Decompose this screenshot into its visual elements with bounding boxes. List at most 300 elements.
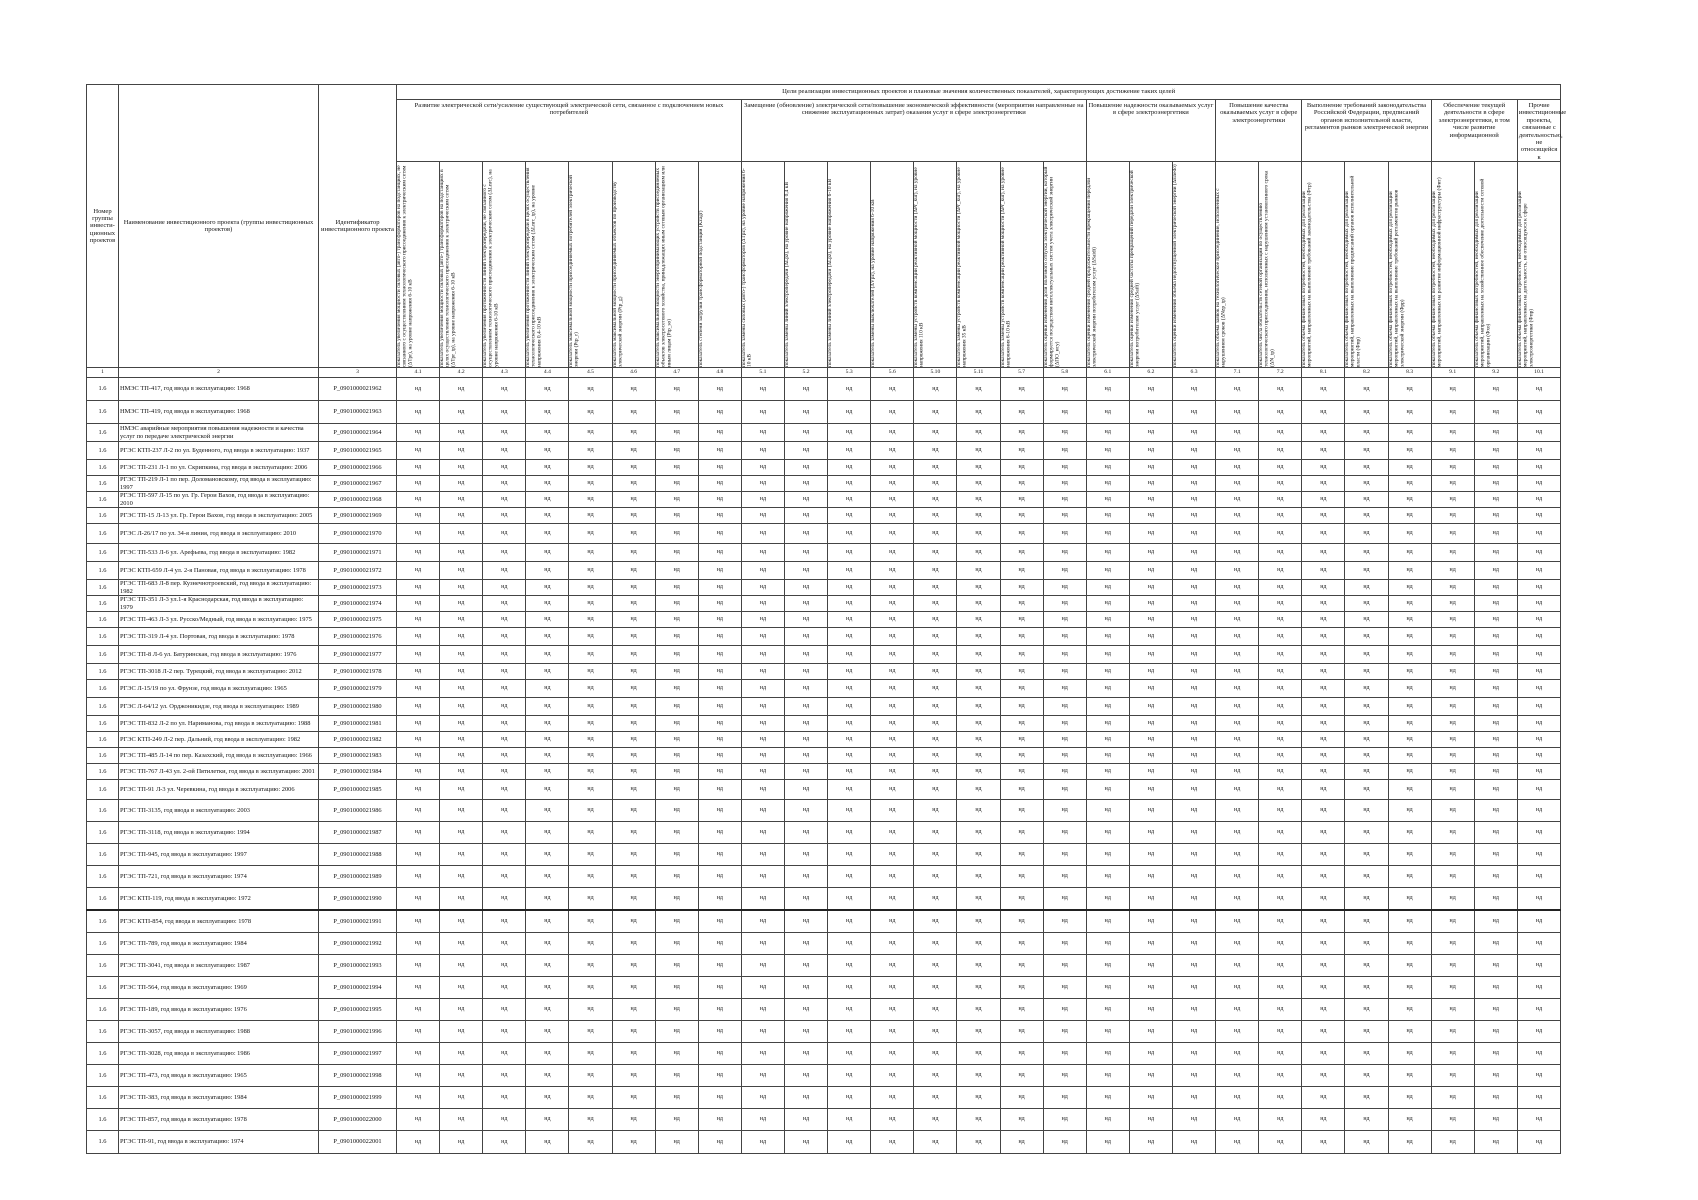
value-cell: нд xyxy=(655,424,698,442)
value-cell: нд xyxy=(784,910,827,933)
value-cell: нд xyxy=(871,1087,914,1109)
value-cell: нд xyxy=(1043,780,1086,800)
value-cell: нд xyxy=(914,596,957,612)
column-number: 5.8 xyxy=(1043,368,1086,378)
value-cell: нд xyxy=(741,1065,784,1087)
value-cell: нд xyxy=(1517,822,1560,844)
value-cell: нд xyxy=(1259,1087,1302,1109)
value-cell: нд xyxy=(440,442,483,460)
value-cell: нд xyxy=(1216,562,1259,580)
value-cell: нд xyxy=(1517,476,1560,492)
value-cell: нд xyxy=(397,977,440,999)
value-cell: нд xyxy=(698,1131,741,1154)
value-cell: нд xyxy=(1129,764,1172,780)
value-cell: нд xyxy=(1172,999,1215,1021)
table-row xyxy=(87,716,1561,732)
value-cell: нд xyxy=(1172,476,1215,492)
value-cell: нд xyxy=(1302,544,1345,562)
value-cell: нд xyxy=(440,933,483,955)
value-cell: нд xyxy=(1172,492,1215,508)
indicator-header xyxy=(1345,162,1388,368)
value-cell: нд xyxy=(1259,680,1302,698)
value-cell: нд xyxy=(483,424,526,442)
project-name-cell: НМЭС аварийные мероприятия повышения надежности и качества услуг по передаче электрической энергии xyxy=(119,424,319,442)
value-cell: нд xyxy=(1043,596,1086,612)
column-number: 5.1 xyxy=(741,368,784,378)
value-cell: нд xyxy=(526,698,569,716)
value-cell: нд xyxy=(741,1021,784,1043)
value-cell: нд xyxy=(1474,460,1517,476)
value-cell: нд xyxy=(1517,628,1560,646)
value-cell: нд xyxy=(784,442,827,460)
value-cell: нд xyxy=(526,716,569,732)
category-header: Обеспечение текущей деятельности в сфере электроэнергетики, в том числе развитие информационной xyxy=(1431,100,1517,162)
value-cell: нд xyxy=(569,460,612,476)
value-cell: нд xyxy=(914,1043,957,1065)
value-cell: нд xyxy=(957,646,1000,664)
value-cell: нд xyxy=(914,646,957,664)
group-number-cell: 1.6 xyxy=(87,780,119,800)
column-number: 4.6 xyxy=(612,368,655,378)
value-cell: нд xyxy=(784,1043,827,1065)
value-cell: нд xyxy=(1000,977,1043,999)
value-cell: нд xyxy=(1043,628,1086,646)
value-cell: нд xyxy=(957,955,1000,977)
value-cell: нд xyxy=(440,1087,483,1109)
value-cell: нд xyxy=(526,544,569,562)
project-name-cell: РГЭС ТП-319 Л-4 ул. Портовая, год ввода в эксплуатацию: 1978 xyxy=(119,628,319,646)
value-cell: нд xyxy=(1129,933,1172,955)
value-cell: нд xyxy=(1043,524,1086,544)
project-name-cell: РГЭС ТП-683 Л-8 пер. Кузнечнотроевский, год ввода в эксплуатацию: 1982 xyxy=(119,580,319,596)
value-cell: нд xyxy=(440,977,483,999)
value-cell: нд xyxy=(1000,562,1043,580)
indicator-header-text: показатель замены устройств компенсации реактивной мощности (ΔPr_kur), на уровне напряжения 6-10 кВ xyxy=(999,167,1012,367)
column-number: 8.2 xyxy=(1345,368,1388,378)
value-cell: нд xyxy=(1086,1043,1129,1065)
value-cell: нд xyxy=(1000,646,1043,664)
value-cell: нд xyxy=(483,748,526,764)
value-cell: нд xyxy=(1345,476,1388,492)
value-cell: нд xyxy=(1086,910,1129,933)
value-cell: нд xyxy=(397,628,440,646)
value-cell: нд xyxy=(440,524,483,544)
value-cell: нд xyxy=(1474,748,1517,764)
value-cell: нд xyxy=(871,646,914,664)
value-cell: нд xyxy=(1302,844,1345,866)
value-cell: нд xyxy=(1216,1043,1259,1065)
value-cell: нд xyxy=(1129,977,1172,999)
value-cell: нд xyxy=(828,1021,871,1043)
indicator-header-text: показатель числа обязательств сетевой организации по осуществлению технологического присоединения, исполненных с нарушением установленного срока (ΔN_tp) xyxy=(1258,170,1276,367)
value-cell: нд xyxy=(1129,780,1172,800)
value-cell: нд xyxy=(784,378,827,401)
value-cell: нд xyxy=(1216,424,1259,442)
value-cell: нд xyxy=(612,764,655,780)
value-cell: нд xyxy=(784,1131,827,1154)
value-cell: нд xyxy=(569,378,612,401)
value-cell: нд xyxy=(957,524,1000,544)
value-cell: нд xyxy=(1431,977,1474,999)
value-cell: нд xyxy=(957,596,1000,612)
group-number-cell: 1.6 xyxy=(87,628,119,646)
column-number: 4.2 xyxy=(440,368,483,378)
value-cell: нд xyxy=(526,800,569,822)
value-cell: нд xyxy=(698,822,741,844)
value-cell: нд xyxy=(1129,822,1172,844)
project-id-cell: P_0901000021972 xyxy=(319,562,397,580)
value-cell: нд xyxy=(871,764,914,780)
group-number-cell: 1.6 xyxy=(87,822,119,844)
value-cell: нд xyxy=(828,888,871,911)
col-header-project-id: Идентификатор инвестиционного проекта xyxy=(319,85,397,368)
value-cell: нд xyxy=(914,628,957,646)
value-cell: нд xyxy=(1345,844,1388,866)
value-cell: нд xyxy=(1345,910,1388,933)
value-cell: нд xyxy=(440,612,483,628)
value-cell: нд xyxy=(957,844,1000,866)
column-number: 5.10 xyxy=(914,368,957,378)
value-cell: нд xyxy=(655,460,698,476)
value-cell: нд xyxy=(526,1021,569,1043)
value-cell: нд xyxy=(741,955,784,977)
value-cell: нд xyxy=(1086,508,1129,524)
value-cell: нд xyxy=(828,844,871,866)
value-cell: нд xyxy=(828,680,871,698)
value-cell: нд xyxy=(1302,1021,1345,1043)
value-cell: нд xyxy=(397,955,440,977)
value-cell: нд xyxy=(569,596,612,612)
value-cell: нд xyxy=(1216,800,1259,822)
value-cell: нд xyxy=(655,866,698,888)
indicator-header xyxy=(871,162,914,368)
value-cell: нд xyxy=(483,1043,526,1065)
project-name-cell: РГЭС ТП-219 Л-1 по пер. Доломановскому, год ввода в эксплуатацию: 1997 xyxy=(119,476,319,492)
value-cell: нд xyxy=(871,999,914,1021)
value-cell: нд xyxy=(957,999,1000,1021)
group-number-cell: 1.6 xyxy=(87,844,119,866)
value-cell: нд xyxy=(397,910,440,933)
value-cell: нд xyxy=(397,866,440,888)
category-header: Выполнение требований законодательства Российской Федерации, предписаний органов исполнительной власти, регламентов рынков электрической энергии xyxy=(1302,100,1431,162)
group-number-cell: 1.6 xyxy=(87,460,119,476)
value-cell: нд xyxy=(698,508,741,524)
project-name-cell: РГЭС ТП-767 Л-43 ул. 2-ой Пятилетки, год ввода в эксплуатацию: 2001 xyxy=(119,764,319,780)
value-cell: нд xyxy=(784,476,827,492)
value-cell: нд xyxy=(1129,424,1172,442)
value-cell: нд xyxy=(1345,544,1388,562)
value-cell: нд xyxy=(1474,1087,1517,1109)
value-cell: нд xyxy=(612,596,655,612)
value-cell: нд xyxy=(914,492,957,508)
value-cell: нд xyxy=(1431,764,1474,780)
value-cell: нд xyxy=(397,646,440,664)
value-cell: нд xyxy=(1345,1021,1388,1043)
value-cell: нд xyxy=(526,664,569,680)
value-cell: нд xyxy=(828,508,871,524)
column-number: 10.1 xyxy=(1517,368,1560,378)
value-cell: нд xyxy=(397,1109,440,1131)
project-id-cell: P_0901000021993 xyxy=(319,955,397,977)
value-cell: нд xyxy=(784,999,827,1021)
value-cell: нд xyxy=(1345,378,1388,401)
category-header: Повышение надежности оказываемых услуг в сфере электроэнергетики xyxy=(1086,100,1215,162)
value-cell: нд xyxy=(1388,628,1431,646)
value-cell: нд xyxy=(526,596,569,612)
value-cell: нд xyxy=(397,1043,440,1065)
value-cell: нд xyxy=(1345,732,1388,748)
value-cell: нд xyxy=(569,1087,612,1109)
project-id-cell: P_0901000021988 xyxy=(319,844,397,866)
value-cell: нд xyxy=(828,999,871,1021)
value-cell: нд xyxy=(612,748,655,764)
value-cell: нд xyxy=(1129,910,1172,933)
value-cell: нд xyxy=(1431,646,1474,664)
value-cell: нд xyxy=(1345,780,1388,800)
value-cell: нд xyxy=(1388,596,1431,612)
value-cell: нд xyxy=(569,800,612,822)
value-cell: нд xyxy=(914,544,957,562)
value-cell: нд xyxy=(1129,844,1172,866)
value-cell: нд xyxy=(1000,460,1043,476)
project-id-cell: P_0901000021983 xyxy=(319,748,397,764)
value-cell: нд xyxy=(871,562,914,580)
value-cell: нд xyxy=(612,955,655,977)
value-cell: нд xyxy=(483,562,526,580)
value-cell: нд xyxy=(1172,680,1215,698)
value-cell: нд xyxy=(1431,800,1474,822)
project-id-cell: P_0901000021968 xyxy=(319,492,397,508)
table-row xyxy=(87,780,1561,800)
value-cell: нд xyxy=(957,866,1000,888)
value-cell: нд xyxy=(1000,844,1043,866)
project-id-cell: P_0901000021973 xyxy=(319,580,397,596)
value-cell: нд xyxy=(483,844,526,866)
value-cell: нд xyxy=(440,764,483,780)
value-cell: нд xyxy=(483,866,526,888)
value-cell: нд xyxy=(871,460,914,476)
value-cell: нд xyxy=(1259,800,1302,822)
value-cell: нд xyxy=(440,716,483,732)
value-cell: нд xyxy=(1345,888,1388,911)
table-row xyxy=(87,1109,1561,1131)
indicator-header-text: показатель объема финансовых потребностей, необходимых для реализации мероприятий, направленных на развитие информационной инфраструктуры (Фит) xyxy=(1430,177,1443,367)
indicator-header-text: показатель объема финансовых потребностей, необходимых для реализации мероприятий, направленных на выполнение требований регламентов рынков электрической энергии (Фрр) xyxy=(1387,189,1405,367)
value-cell: нд xyxy=(1302,748,1345,764)
value-cell: нд xyxy=(784,508,827,524)
value-cell: нд xyxy=(655,680,698,698)
value-cell: нд xyxy=(784,460,827,476)
project-name-cell: РГЭС ТП-832 Л-2 по ул. Нариманова, год ввода в эксплуатацию: 1988 xyxy=(119,716,319,732)
project-id-cell: P_0901000021995 xyxy=(319,999,397,1021)
value-cell: нд xyxy=(1517,1109,1560,1131)
column-number: 2 xyxy=(119,368,319,378)
value-cell: нд xyxy=(1431,628,1474,646)
value-cell: нд xyxy=(1216,401,1259,424)
indicator-header-text: показатель объема финансовых потребностей, необходимых для реализации мероприятий, направленных на деятельность, не относящуюся к сфере электроэнергетики (Фпр) xyxy=(1516,191,1535,367)
value-cell: нд xyxy=(1000,508,1043,524)
value-cell: нд xyxy=(871,748,914,764)
value-cell: нд xyxy=(1388,1043,1431,1065)
value-cell: нд xyxy=(1431,866,1474,888)
indicator-header xyxy=(483,162,526,368)
value-cell: нд xyxy=(957,492,1000,508)
value-cell: нд xyxy=(1043,580,1086,596)
value-cell: нд xyxy=(1259,1109,1302,1131)
value-cell: нд xyxy=(1129,888,1172,911)
value-cell: нд xyxy=(784,716,827,732)
project-name-cell: РГЭС КТП-119, год ввода в эксплуатацию: 1972 xyxy=(119,888,319,911)
value-cell: нд xyxy=(1345,1109,1388,1131)
value-cell: нд xyxy=(1000,1043,1043,1065)
value-cell: нд xyxy=(1474,378,1517,401)
value-cell: нд xyxy=(1517,1131,1560,1154)
value-cell: нд xyxy=(957,628,1000,646)
value-cell: нд xyxy=(1431,460,1474,476)
value-cell: нд xyxy=(1388,732,1431,748)
value-cell: нд xyxy=(828,476,871,492)
value-cell: нд xyxy=(1474,628,1517,646)
value-cell: нд xyxy=(741,910,784,933)
indicator-header-text: показатель объема финансовых потребностей, необходимых для реализации мероприятий, направленных на выполнение требований законодательства (Фтр) xyxy=(1301,182,1313,367)
value-cell: нд xyxy=(612,580,655,596)
table-row xyxy=(87,955,1561,977)
value-cell: нд xyxy=(1172,646,1215,664)
value-cell: нд xyxy=(741,424,784,442)
value-cell: нд xyxy=(828,562,871,580)
value-cell: нд xyxy=(1474,562,1517,580)
value-cell: нд xyxy=(1259,977,1302,999)
value-cell: нд xyxy=(914,378,957,401)
value-cell: нд xyxy=(655,1043,698,1065)
value-cell: нд xyxy=(1129,612,1172,628)
value-cell: нд xyxy=(957,780,1000,800)
value-cell: нд xyxy=(784,424,827,442)
value-cell: нд xyxy=(1216,628,1259,646)
value-cell: нд xyxy=(1000,1087,1043,1109)
value-cell: нд xyxy=(1345,612,1388,628)
value-cell: нд xyxy=(1388,888,1431,911)
column-number: 8.1 xyxy=(1302,368,1345,378)
value-cell: нд xyxy=(871,442,914,460)
value-cell: нд xyxy=(1172,442,1215,460)
value-cell: нд xyxy=(440,822,483,844)
value-cell: нд xyxy=(914,580,957,596)
value-cell: нд xyxy=(1474,716,1517,732)
value-cell: нд xyxy=(871,680,914,698)
value-cell: нд xyxy=(1388,562,1431,580)
value-cell: нд xyxy=(1172,910,1215,933)
value-cell: нд xyxy=(784,1109,827,1131)
indicator-header-text: показатель объема финансовых потребностей, необходимых для реализации мероприятий, направленных на хозяйственное обеспечение деятельности сетевой организации (Фхо) xyxy=(1473,178,1492,367)
value-cell: нд xyxy=(1259,716,1302,732)
value-cell: нд xyxy=(1043,544,1086,562)
value-cell: нд xyxy=(1172,612,1215,628)
project-name-cell: РГЭС ТП-463 Л-3 ул. Русско/Медный, год ввода в эксплуатацию: 1975 xyxy=(119,612,319,628)
value-cell: нд xyxy=(1216,1021,1259,1043)
value-cell: нд xyxy=(483,800,526,822)
value-cell: нд xyxy=(483,716,526,732)
value-cell: нд xyxy=(1345,580,1388,596)
value-cell: нд xyxy=(871,780,914,800)
value-cell: нд xyxy=(526,1087,569,1109)
value-cell: нд xyxy=(828,933,871,955)
value-cell: нд xyxy=(1043,1109,1086,1131)
value-cell: нд xyxy=(957,977,1000,999)
value-cell: нд xyxy=(1086,732,1129,748)
value-cell: нд xyxy=(741,822,784,844)
value-cell: нд xyxy=(440,460,483,476)
value-cell: нд xyxy=(784,698,827,716)
project-id-cell: P_0901000021965 xyxy=(319,442,397,460)
value-cell: нд xyxy=(1043,716,1086,732)
value-cell: нд xyxy=(397,442,440,460)
value-cell: нд xyxy=(483,401,526,424)
value-cell: нд xyxy=(483,460,526,476)
value-cell: нд xyxy=(1043,1131,1086,1154)
value-cell: нд xyxy=(1517,646,1560,664)
value-cell: нд xyxy=(526,401,569,424)
value-cell: нд xyxy=(1216,910,1259,933)
table-row xyxy=(87,524,1561,544)
value-cell: нд xyxy=(914,476,957,492)
value-cell: нд xyxy=(1431,1131,1474,1154)
value-cell: нд xyxy=(1000,401,1043,424)
project-name-cell: РГЭС ТП-8 Л-6 ул. Батуринская, год ввода в эксплуатацию: 1976 xyxy=(119,646,319,664)
value-cell: нд xyxy=(1388,910,1431,933)
table-row xyxy=(87,844,1561,866)
category-header: Прочие инвестиционные проекты, связанные с деятельностью, не относящейся к xyxy=(1517,100,1560,162)
indicator-header-text: показатель объема заявок на технологическое присоединение, исполненных с нарушением сроков (ΔNzp_tp) xyxy=(1215,188,1227,367)
value-cell: нд xyxy=(1086,664,1129,680)
value-cell: нд xyxy=(526,1065,569,1087)
value-cell: нд xyxy=(612,716,655,732)
value-cell: нд xyxy=(1259,596,1302,612)
value-cell: нд xyxy=(483,646,526,664)
value-cell: нд xyxy=(871,800,914,822)
value-cell: нд xyxy=(1172,1109,1215,1131)
value-cell: нд xyxy=(1000,1131,1043,1154)
value-cell: нд xyxy=(1302,1109,1345,1131)
value-cell: нд xyxy=(1172,716,1215,732)
value-cell: нд xyxy=(1216,999,1259,1021)
value-cell: нд xyxy=(741,800,784,822)
value-cell: нд xyxy=(914,888,957,911)
value-cell: нд xyxy=(1431,442,1474,460)
table-row xyxy=(87,424,1561,442)
column-number: 5.6 xyxy=(871,368,914,378)
value-cell: нд xyxy=(612,460,655,476)
value-cell: нд xyxy=(440,1109,483,1131)
value-cell: нд xyxy=(871,612,914,628)
indicator-header-text: показатель увеличения протяженности линий электропередачи в целях осуществления технологического присоединения к электрическим сетям (ΔLnrc_tp), на уровне напряжения 0,4-10 кВ xyxy=(525,167,543,367)
project-name-cell: РГЭС ТП-564, год ввода в эксплуатацию: 1969 xyxy=(119,977,319,999)
value-cell: нд xyxy=(1517,933,1560,955)
value-cell: нд xyxy=(828,822,871,844)
value-cell: нд xyxy=(483,1021,526,1043)
value-cell: нд xyxy=(655,800,698,822)
indicator-header-text: показатель замены выключателей (ΔVpz), на уровне напряжения 6-10 кВ xyxy=(870,199,877,367)
value-cell: нд xyxy=(1517,844,1560,866)
value-cell: нд xyxy=(1517,1021,1560,1043)
value-cell: нд xyxy=(828,698,871,716)
value-cell: нд xyxy=(1517,508,1560,524)
value-cell: нд xyxy=(1216,822,1259,844)
value-cell: нд xyxy=(1172,698,1215,716)
value-cell: нд xyxy=(1431,1109,1474,1131)
project-id-cell: P_0901000021996 xyxy=(319,1021,397,1043)
value-cell: нд xyxy=(1000,424,1043,442)
